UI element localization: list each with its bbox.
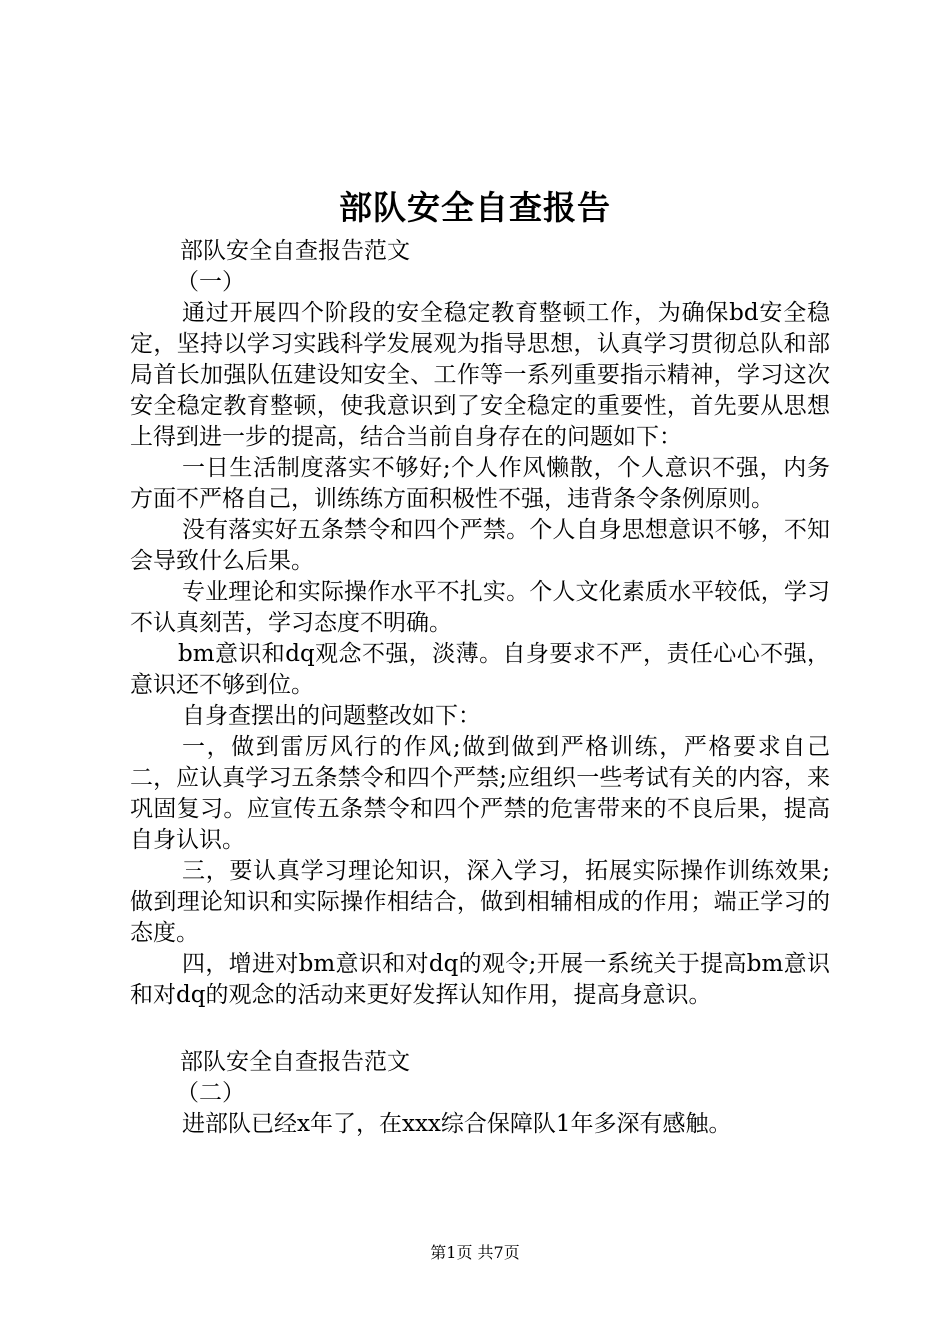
page-footer: 第1页 共7页 <box>430 1243 520 1262</box>
paragraph: 通过开展四个阶段的安全稳定教育整顿工作，为确保bd安全稳定，坚持以学习实践科学发展观为指导思想，认真学习贯彻总队和部局首长加强队伍建设知安全、工作等一系列重要指示精神，学习这次安全稳定教育整顿，使我意识到了安全稳定的重要性，首先要从思想上得到进一步的提高，结合当前自身存在的问题如下： <box>130 300 830 450</box>
paragraph: 一，做到雷厉风行的作风;做到做到严格训练，严格要求自己二，应认真学习五条禁令和四个严禁;应组织一些考试有关的内容，来巩固复习。应宣传五条禁令和四个严禁的危害带来的不良后果，提高自身认识。 <box>130 734 830 853</box>
paragraph: 三，要认真学习理论知识，深入学习，拓展实际操作训练效果;做到理论知识和实际操作相结合，做到相辅相成的作用；端正学习的态度。 <box>130 858 830 946</box>
paragraph: 专业理论和实际操作水平不扎实。个人文化素质水平较低，学习不认真刻苦，学习态度不明确。 <box>130 579 830 636</box>
section-gap <box>130 1011 830 1047</box>
section-1-number: （一） <box>176 269 245 295</box>
paragraph: 没有落实好五条禁令和四个严禁。个人自身思想意识不够，不知会导致什么后果。 <box>130 517 830 574</box>
section-2-number: （二） <box>176 1080 245 1106</box>
section-1-heading: 部队安全自查报告范文 <box>180 238 410 264</box>
document-body <box>130 236 830 1140</box>
paragraph: 一日生活制度落实不够好;个人作风懒散，个人意识不强，内务方面不严格自己，训练练方面积极性不强，违背条令条例原则。 <box>130 455 830 512</box>
paragraph: 四，增进对bm意识和对dq的观令;开展一系统关于提高bm意识和对dq的观念的活动来更好发挥认知作用，提高身意识。 <box>130 951 830 1008</box>
document-title: 部队安全自查报告 <box>339 188 611 227</box>
section-2-heading: 部队安全自查报告范文 <box>180 1049 410 1075</box>
paragraph: 进部队已经x年了，在xxx综合保障队1年多深有感触。 <box>182 1111 732 1137</box>
paragraph: 自身查摆出的问题整改如下： <box>182 703 481 729</box>
paragraph: bm意识和dq观念不强，淡薄。自身要求不严，责任心心不强，意识还不够到位。 <box>130 641 830 698</box>
